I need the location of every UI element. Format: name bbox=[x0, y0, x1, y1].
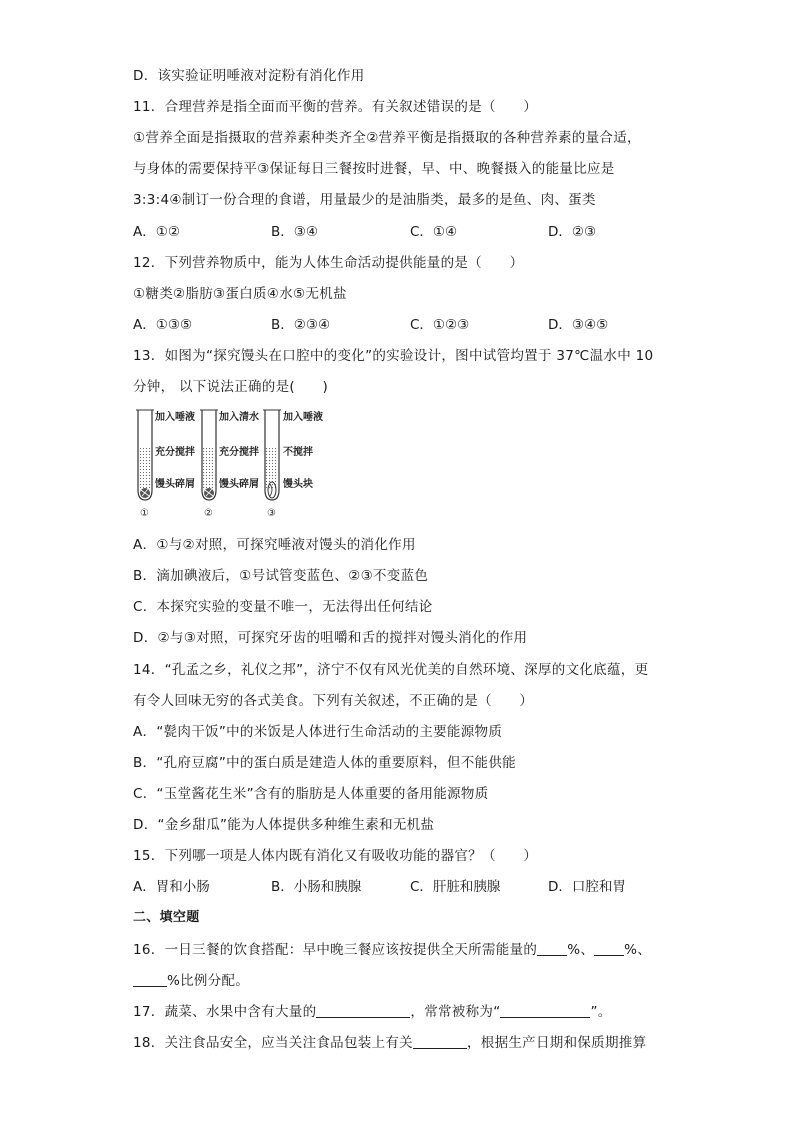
tube2-label-1: 加入清水 bbox=[219, 412, 259, 423]
tube1-label-2: 充分搅拌 bbox=[155, 447, 195, 458]
q11-option-d: D．②③ bbox=[548, 224, 597, 240]
q13-stem: 13．如图为“探究馒头在口腔中的变化”的实验设计，图中试管均置于 37℃温水中 10 bbox=[133, 348, 654, 364]
q18-line bbox=[133, 1033, 646, 1053]
q18-text-a: 18．关注食品安全，应当关注食品包装上有关 bbox=[133, 1035, 413, 1051]
q14-option-c: C．“玉堂酱花生米”含有的脂肪是人体重要的备用能源物质 bbox=[133, 786, 489, 802]
q16-line1 bbox=[133, 940, 651, 960]
q15-option-d: D．口腔和胃 bbox=[548, 879, 626, 895]
q13-option-c: C．本探究实验的变量不唯一，无法得出任何结论 bbox=[133, 599, 433, 615]
tube2-label-2: 充分搅拌 bbox=[219, 447, 259, 458]
tube2-number: ② bbox=[204, 508, 213, 519]
tube3-label-1: 加入唾液 bbox=[283, 412, 323, 423]
q17-text-c: ”。 bbox=[590, 1004, 612, 1020]
q14-stem-cont: 有令人回味无穷的各式美食。下列有关叙述，不正确的是（ ） bbox=[133, 693, 534, 709]
q16-pct1: %、 bbox=[567, 942, 595, 958]
q17-blank-2[interactable] bbox=[500, 1003, 590, 1018]
q11-option-b: B．③④ bbox=[271, 224, 318, 240]
tube3-number: ③ bbox=[267, 508, 276, 519]
test-tube-3 bbox=[263, 410, 323, 519]
q15-option-b: B．小肠和胰腺 bbox=[271, 879, 362, 895]
q16-blank-2[interactable] bbox=[594, 941, 624, 956]
tube3-label-2: 不搅拌 bbox=[283, 447, 313, 458]
q14-option-a: A．“甏肉干饭”中的米饭是人体进行生命活动的主要能源物质 bbox=[133, 724, 503, 740]
q13-option-a: A．①与②对照，可探究唾液对馒头的消化作用 bbox=[133, 537, 416, 553]
q16-blank-1[interactable] bbox=[537, 941, 567, 956]
tube1-label-1: 加入唾液 bbox=[155, 412, 195, 423]
q12-option-a: A．①③⑤ bbox=[133, 317, 193, 333]
test-tube-1 bbox=[136, 410, 195, 519]
tube1-label-3: 馒头碎屑 bbox=[155, 479, 195, 490]
tube2-label-3: 馒头碎屑 bbox=[219, 479, 259, 490]
q16-line2 bbox=[133, 971, 249, 991]
q18-blank-1[interactable] bbox=[413, 1034, 467, 1049]
q10-option-d: D．该实验证明唾液对淀粉有消化作用 bbox=[133, 68, 365, 84]
q15-option-a: A．胃和小肠 bbox=[133, 879, 210, 895]
q14-stem: 14．“孔孟之乡，礼仪之邦”，济宁不仅有风光优美的自然环境、深厚的文化底蕴，更 bbox=[133, 662, 649, 678]
q17-text-a: 17．蔬菜、水果中含有大量的 bbox=[133, 1004, 317, 1020]
test-tube-figure bbox=[133, 408, 333, 520]
q12-option-c: C．①②③ bbox=[410, 317, 470, 333]
section-heading-fill-in: 二、填空题 bbox=[133, 910, 200, 925]
q13-stem-cont: 分钟， 以下说法正确的是( ) bbox=[133, 379, 329, 395]
tube3-label-3: 馒头块 bbox=[283, 479, 313, 490]
q14-option-d: D．“金乡甜瓜”能为人体提供多种维生素和无机盐 bbox=[133, 817, 435, 833]
q15-option-c: C．肝脏和胰腺 bbox=[410, 879, 501, 895]
q11-option-c: C．①④ bbox=[410, 224, 458, 240]
q11-option-a: A．①② bbox=[133, 224, 180, 240]
q16-text: 16．一日三餐的饮食搭配：早中晚三餐应该按提供全天所需能量的 bbox=[133, 942, 538, 958]
q18-text-b: ，根据生产日期和保质期推算 bbox=[466, 1035, 647, 1051]
q12-option-d: D．③④⑤ bbox=[548, 317, 609, 333]
q15-stem: 15．下列哪一项是人体内既有消化又有吸收功能的器官？（ ） bbox=[133, 848, 538, 864]
q11-statement-line2: 与身体的需要保持平③保证每日三餐按时进餐，早、中、晚餐摄入的能量比应是 bbox=[133, 161, 615, 177]
q11-stem: 11．合理营养是指全面而平衡的营养。有关叙述错误的是（ ） bbox=[133, 99, 538, 115]
test-tube-2 bbox=[200, 410, 259, 519]
q11-statement-line1: ①营养全面是指摄取的营养素种类齐全②营养平衡是指摄取的各种营养素的量合适， bbox=[133, 130, 641, 146]
q13-option-b: B．滴加碘液后，①号试管变蓝色、②③不变蓝色 bbox=[133, 568, 429, 584]
q17-blank-1[interactable] bbox=[316, 1003, 410, 1018]
q12-items: ①糖类②脂肪③蛋白质④水⑤无机盐 bbox=[133, 286, 347, 302]
tube1-number: ① bbox=[140, 508, 149, 519]
q14-option-b: B．“孔府豆腐”中的蛋白质是建造人体的重要原料，但不能供能 bbox=[133, 755, 516, 771]
q16-blank-3[interactable] bbox=[133, 972, 167, 987]
q13-option-d: D．②与③对照，可探究牙齿的咀嚼和舌的搅拌对馒头消化的作用 bbox=[133, 630, 528, 646]
q17-line bbox=[133, 1002, 612, 1022]
q16-pct2: %、 bbox=[624, 942, 652, 958]
q17-text-b: ，常常被称为“ bbox=[410, 1004, 501, 1020]
q12-option-b: B．②③④ bbox=[271, 317, 331, 333]
q11-statement-line3: 3:3:4④制订一份合理的食谱，用量最少的是油脂类，最多的是鱼、肉、蛋类 bbox=[133, 192, 596, 208]
q12-stem: 12．下列营养物质中，能为人体生命活动提供能量的是（ ） bbox=[133, 255, 524, 271]
q16-end: %比例分配。 bbox=[167, 973, 250, 989]
